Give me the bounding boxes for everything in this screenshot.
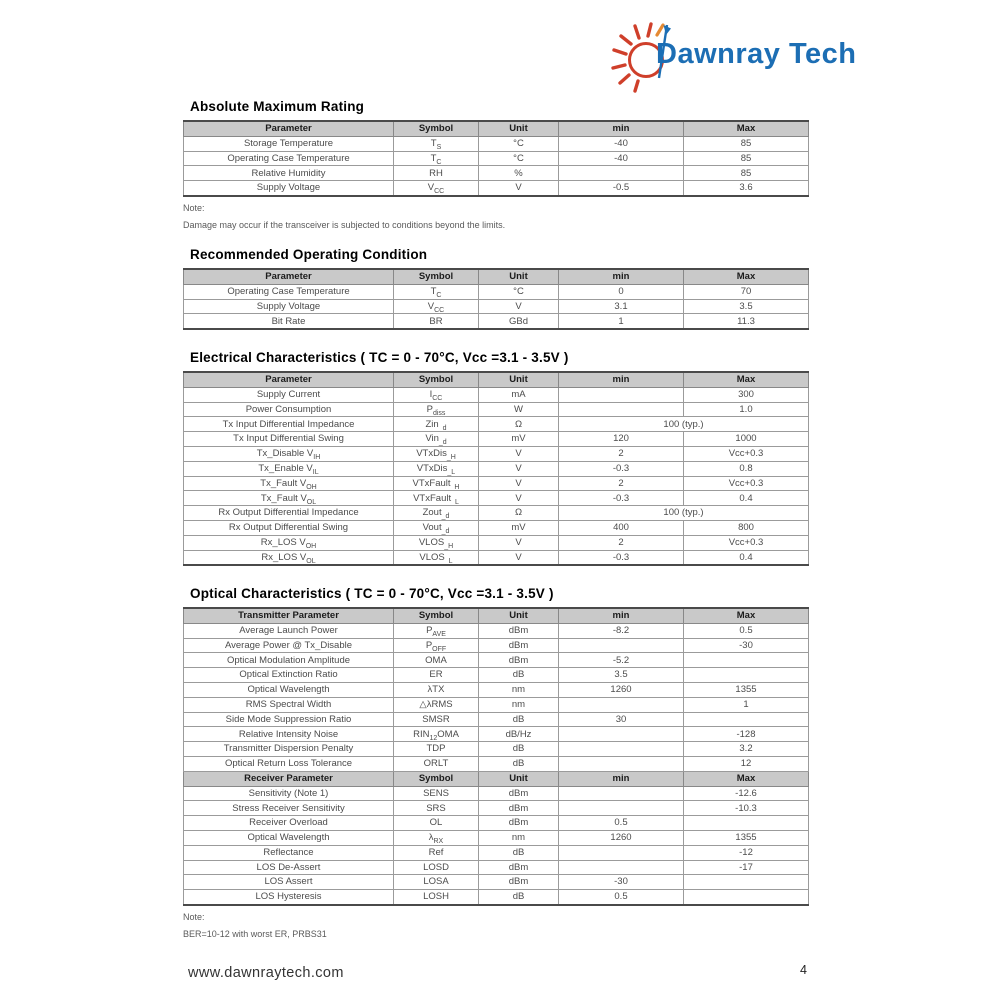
max-cell: 0.5	[684, 623, 809, 638]
table-row	[184, 476, 809, 491]
column-header: Max	[684, 269, 809, 284]
column-header: min	[559, 121, 684, 136]
page-number: 4	[800, 963, 807, 977]
min-cell: -30	[559, 875, 684, 890]
unit-cell: nm	[479, 682, 559, 697]
param-cell: RMS Spectral Width	[184, 697, 394, 712]
min-cell: 1	[559, 314, 684, 329]
param-cell: Operating Case Temperature	[184, 151, 394, 166]
unit-cell: GBd	[479, 314, 559, 329]
param-cell: Tx_Disable $V_{IH}$	[184, 446, 394, 461]
unit-cell: dB	[479, 756, 559, 771]
symbol-cell: VTxDis$_{\_H}$	[394, 446, 479, 461]
param-cell: Optical Modulation Amplitude	[184, 653, 394, 668]
max-cell: 0.8	[684, 461, 809, 476]
unit-cell: dB	[479, 742, 559, 757]
min-cell: -0.3	[559, 491, 684, 506]
min-cell	[559, 727, 684, 742]
max-cell: 3.5	[684, 299, 809, 314]
param-cell: Transmitter Dispersion Penalty	[184, 742, 394, 757]
max-cell: 70	[684, 284, 809, 299]
table-row	[184, 623, 809, 638]
column-header: Parameter	[184, 121, 394, 136]
param-cell: Average Power @ Tx_Disable	[184, 638, 394, 653]
max-cell	[684, 712, 809, 727]
param-cell: Optical Wavelength	[184, 830, 394, 845]
table-row	[184, 830, 809, 845]
table-row	[184, 845, 809, 860]
min-cell: 1260	[559, 830, 684, 845]
table-row	[184, 166, 809, 181]
symbol-cell: SENS	[394, 786, 479, 801]
unit-cell: %	[479, 166, 559, 181]
unit-cell: V	[479, 446, 559, 461]
max-cell: Vcc+0.3	[684, 446, 809, 461]
spec-table	[183, 371, 809, 566]
symbol-cell: $V_{CC}$	[394, 181, 479, 196]
table-row	[184, 653, 809, 668]
max-cell: -128	[684, 727, 809, 742]
max-cell: -17	[684, 860, 809, 875]
param-cell: Receiver Overload	[184, 816, 394, 831]
unit-cell: dB/Hz	[479, 727, 559, 742]
table-row	[184, 638, 809, 653]
symbol-cell: $T_C$	[394, 284, 479, 299]
column-header: Max	[684, 771, 809, 786]
min-cell: 30	[559, 712, 684, 727]
min-cell: 0.5	[559, 890, 684, 905]
table-row	[184, 668, 809, 683]
table-row	[184, 314, 809, 329]
table-row	[184, 299, 809, 314]
column-header: Symbol	[394, 372, 479, 387]
param-cell: Sensitivity (Note 1)	[184, 786, 394, 801]
unit-cell: dBm	[479, 875, 559, 890]
max-cell: 0.4	[684, 550, 809, 565]
param-cell: Reflectance	[184, 845, 394, 860]
min-cell	[559, 166, 684, 181]
param-cell: Rx_LOS $V_{OL}$	[184, 550, 394, 565]
table-row	[184, 816, 809, 831]
unit-cell: V	[479, 550, 559, 565]
symbol-cell: VTxFault$_{\_H}$	[394, 476, 479, 491]
table-row	[184, 890, 809, 905]
symbol-cell: $T_C$	[394, 151, 479, 166]
max-cell: Vcc+0.3	[684, 535, 809, 550]
param-cell: Tx_Enable $V_{IL}$	[184, 461, 394, 476]
max-cell: 85	[684, 136, 809, 151]
column-header: Parameter	[184, 269, 394, 284]
column-header: min	[559, 269, 684, 284]
min-cell: 2	[559, 476, 684, 491]
column-header: min	[559, 771, 684, 786]
unit-cell: dB	[479, 712, 559, 727]
symbol-cell: $VLOS_{\_L}$	[394, 550, 479, 565]
table-row	[184, 727, 809, 742]
table-row	[184, 550, 809, 565]
symbol-cell: Zout$_{\_d}$	[394, 506, 479, 521]
symbol-cell: OL	[394, 816, 479, 831]
max-cell: 800	[684, 520, 809, 535]
column-header: Max	[684, 608, 809, 623]
param-cell: Tx_Fault $V_{OL}$	[184, 491, 394, 506]
note-line: Damage may occur if the transceiver is subjected to conditions beyond the limits.	[183, 219, 506, 230]
min-cell: -5.2	[559, 653, 684, 668]
unit-cell: dBm	[479, 801, 559, 816]
symbol-cell: ER	[394, 668, 479, 683]
max-cell	[684, 653, 809, 668]
symbol-cell: △λRMS	[394, 697, 479, 712]
max-cell: 0.4	[684, 491, 809, 506]
table-row	[184, 432, 809, 447]
param-cell: Optical Wavelength	[184, 682, 394, 697]
table-row	[184, 860, 809, 875]
column-header: Unit	[479, 269, 559, 284]
min-cell	[559, 402, 684, 417]
min-cell	[559, 845, 684, 860]
max-cell	[684, 816, 809, 831]
min-cell	[559, 786, 684, 801]
symbol-cell: $\lambda_{RX}$	[394, 830, 479, 845]
unit-cell: dB	[479, 890, 559, 905]
header-row	[184, 269, 809, 284]
header-row	[184, 372, 809, 387]
max-cell: 85	[684, 151, 809, 166]
symbol-cell: LOSA	[394, 875, 479, 890]
min-cell: 2	[559, 535, 684, 550]
unit-cell: nm	[479, 830, 559, 845]
max-cell	[684, 668, 809, 683]
table-row	[184, 446, 809, 461]
unit-cell: °C	[479, 284, 559, 299]
symbol-cell: LOSD	[394, 860, 479, 875]
symbol-cell: SRS	[394, 801, 479, 816]
param-cell: Supply Voltage	[184, 299, 394, 314]
table-row	[184, 682, 809, 697]
min-cell: 0	[559, 284, 684, 299]
column-header: Symbol	[394, 121, 479, 136]
symbol-cell: ORLT	[394, 756, 479, 771]
max-cell: 12	[684, 756, 809, 771]
table-row	[184, 756, 809, 771]
column-header: Symbol	[394, 608, 479, 623]
table-row	[184, 697, 809, 712]
symbol-cell: λTX	[394, 682, 479, 697]
symbol-cell: SMSR	[394, 712, 479, 727]
column-header: Parameter	[184, 372, 394, 387]
min-cell	[559, 801, 684, 816]
min-cell: -0.5	[559, 181, 684, 196]
param-cell: Optical Extinction Ratio	[184, 668, 394, 683]
table-row	[184, 506, 809, 521]
param-cell: Tx Input Differential Swing	[184, 432, 394, 447]
min-cell	[559, 387, 684, 402]
column-header: Transmitter Parameter	[184, 608, 394, 623]
param-cell: Rx Output Differential Impedance	[184, 506, 394, 521]
unit-cell: dBm	[479, 653, 559, 668]
symbol-cell: BR	[394, 314, 479, 329]
max-cell: -30	[684, 638, 809, 653]
table-row	[184, 742, 809, 757]
spec-table	[183, 120, 809, 197]
symbol-cell: $VLOS_{\_H}$	[394, 535, 479, 550]
unit-cell: mV	[479, 432, 559, 447]
param-cell: Rx Output Differential Swing	[184, 520, 394, 535]
spec-table	[183, 268, 809, 330]
footer-website-link[interactable]: www.dawnraytech.com	[188, 965, 344, 981]
table-row	[184, 387, 809, 402]
section-notes	[183, 202, 808, 231]
symbol-cell: $P_{diss}$	[394, 402, 479, 417]
symbol-cell: VTxDis$_{\_L}$	[394, 461, 479, 476]
param-cell: Bit Rate	[184, 314, 394, 329]
max-cell: -12.6	[684, 786, 809, 801]
max-cell: 1355	[684, 682, 809, 697]
unit-cell: dBm	[479, 816, 559, 831]
symbol-cell: TDP	[394, 742, 479, 757]
max-cell	[684, 875, 809, 890]
min-cell: 1260	[559, 682, 684, 697]
column-header: Symbol	[394, 269, 479, 284]
unit-cell: dBm	[479, 786, 559, 801]
param-cell: Operating Case Temperature	[184, 284, 394, 299]
spec-table	[183, 607, 809, 906]
unit-cell: mA	[479, 387, 559, 402]
param-cell: Supply Current	[184, 387, 394, 402]
unit-cell: W	[479, 402, 559, 417]
unit-cell: Ω	[479, 506, 559, 521]
symbol-cell: $T_S$	[394, 136, 479, 151]
section-absolute-maximum-rating	[183, 99, 808, 235]
column-header: Symbol	[394, 771, 479, 786]
max-cell: -10.3	[684, 801, 809, 816]
min-cell: -40	[559, 151, 684, 166]
section-title: Recommended Operating Condition	[190, 247, 428, 262]
unit-cell: Ω	[479, 417, 559, 432]
column-header: min	[559, 608, 684, 623]
param-cell: Rx_LOS $V_{OH}$	[184, 535, 394, 550]
unit-cell: dBm	[479, 860, 559, 875]
unit-cell: V	[479, 491, 559, 506]
section-title: Absolute Maximum Rating	[190, 99, 365, 114]
max-cell: -12	[684, 845, 809, 860]
header-row	[184, 608, 809, 623]
min-cell: 120	[559, 432, 684, 447]
section-electrical-characteristics	[183, 350, 808, 571]
note-line: BER=10-12 with worst ER, PRBS31	[183, 928, 327, 939]
table-row	[184, 786, 809, 801]
min-cell	[559, 697, 684, 712]
column-header: Unit	[479, 372, 559, 387]
min-cell	[559, 742, 684, 757]
column-header: min	[559, 372, 684, 387]
max-cell: Vcc+0.3	[684, 476, 809, 491]
max-cell: 300	[684, 387, 809, 402]
table-row	[184, 136, 809, 151]
unit-cell: dBm	[479, 623, 559, 638]
min-max-merged-cell: 100 (typ.)	[559, 506, 809, 521]
param-cell: LOS Hysteresis	[184, 890, 394, 905]
column-header: Unit	[479, 608, 559, 623]
unit-cell: mV	[479, 520, 559, 535]
max-cell: 1355	[684, 830, 809, 845]
param-cell: Supply Voltage	[184, 181, 394, 196]
max-cell: 3.6	[684, 181, 809, 196]
min-cell: 2	[559, 446, 684, 461]
symbol-cell: $V_{CC}$	[394, 299, 479, 314]
unit-cell: °C	[479, 136, 559, 151]
max-cell: 1000	[684, 432, 809, 447]
max-cell: 85	[684, 166, 809, 181]
table-row	[184, 535, 809, 550]
param-cell: Relative Intensity Noise	[184, 727, 394, 742]
table-row	[184, 417, 809, 432]
max-cell	[684, 890, 809, 905]
unit-cell: dB	[479, 845, 559, 860]
unit-cell: V	[479, 535, 559, 550]
symbol-cell: $P_{OFF}$	[394, 638, 479, 653]
logo-text: Dawnray Tech	[656, 38, 857, 70]
table-row	[184, 402, 809, 417]
param-cell: LOS Assert	[184, 875, 394, 890]
table-row	[184, 491, 809, 506]
column-header: Max	[684, 372, 809, 387]
unit-cell: nm	[479, 697, 559, 712]
unit-cell: dB	[479, 668, 559, 683]
table-row	[184, 461, 809, 476]
table-row	[184, 520, 809, 535]
param-cell: Tx_Fault $V_{OH}$	[184, 476, 394, 491]
unit-cell: V	[479, 181, 559, 196]
symbol-cell: Vout$_{\_d}$	[394, 520, 479, 535]
unit-cell: V	[479, 461, 559, 476]
table-row	[184, 875, 809, 890]
min-cell: 400	[559, 520, 684, 535]
max-cell: 1	[684, 697, 809, 712]
unit-cell: V	[479, 299, 559, 314]
symbol-cell: VTxFault$_{\_L}$	[394, 491, 479, 506]
param-cell: LOS De-Assert	[184, 860, 394, 875]
company-logo	[610, 12, 860, 98]
min-cell	[559, 638, 684, 653]
min-cell: -0.3	[559, 461, 684, 476]
table-row	[184, 284, 809, 299]
symbol-cell: $I_{CC}$	[394, 387, 479, 402]
section-recommended-operating-condition	[183, 247, 808, 335]
min-cell: 3.1	[559, 299, 684, 314]
symbol-cell: Ref	[394, 845, 479, 860]
min-cell: 3.5	[559, 668, 684, 683]
min-cell	[559, 756, 684, 771]
min-cell: -0.3	[559, 550, 684, 565]
unit-cell: dBm	[479, 638, 559, 653]
min-cell: 0.5	[559, 816, 684, 831]
column-header: Receiver Parameter	[184, 771, 394, 786]
header-row	[184, 771, 809, 786]
section-optical-characteristics	[183, 586, 808, 944]
column-header: Unit	[479, 121, 559, 136]
section-title: Electrical Characteristics ( TC = 0 - 70°C, Vcc =3.1 - 3.5V )	[190, 350, 569, 365]
note-line: Note:	[183, 911, 205, 922]
symbol-cell: Vin$_{\_d}$	[394, 432, 479, 447]
min-cell: -40	[559, 136, 684, 151]
max-cell: 11.3	[684, 314, 809, 329]
symbol-cell: LOSH	[394, 890, 479, 905]
unit-cell: °C	[479, 151, 559, 166]
symbol-cell: Zin$_{\_d}$	[394, 417, 479, 432]
column-header: Max	[684, 121, 809, 136]
symbol-cell: $P_{AVE}$	[394, 623, 479, 638]
min-cell: -8.2	[559, 623, 684, 638]
symbol-cell: RH	[394, 166, 479, 181]
table-row	[184, 151, 809, 166]
header-row	[184, 121, 809, 136]
param-cell: Stress Receiver Sensitivity	[184, 801, 394, 816]
section-title: Optical Characteristics ( TC = 0 - 70°C, Vcc =3.1 - 3.5V )	[190, 586, 554, 601]
param-cell: Power Consumption	[184, 402, 394, 417]
param-cell: Tx Input Differential Impedance	[184, 417, 394, 432]
unit-cell: V	[479, 476, 559, 491]
param-cell: Relative Humidity	[184, 166, 394, 181]
symbol-cell: OMA	[394, 653, 479, 668]
param-cell: Side Mode Suppression Ratio	[184, 712, 394, 727]
min-cell	[559, 860, 684, 875]
min-max-merged-cell: 100 (typ.)	[559, 417, 809, 432]
table-row	[184, 801, 809, 816]
param-cell: Storage Temperature	[184, 136, 394, 151]
max-cell: 3.2	[684, 742, 809, 757]
symbol-cell: $RIN_{12}OMA$	[394, 727, 479, 742]
param-cell: Average Launch Power	[184, 623, 394, 638]
column-header: Unit	[479, 771, 559, 786]
table-row	[184, 181, 809, 196]
table-row	[184, 712, 809, 727]
max-cell: 1.0	[684, 402, 809, 417]
note-line: Note:	[183, 202, 205, 213]
param-cell: Optical Return Loss Tolerance	[184, 756, 394, 771]
section-notes	[183, 911, 808, 940]
